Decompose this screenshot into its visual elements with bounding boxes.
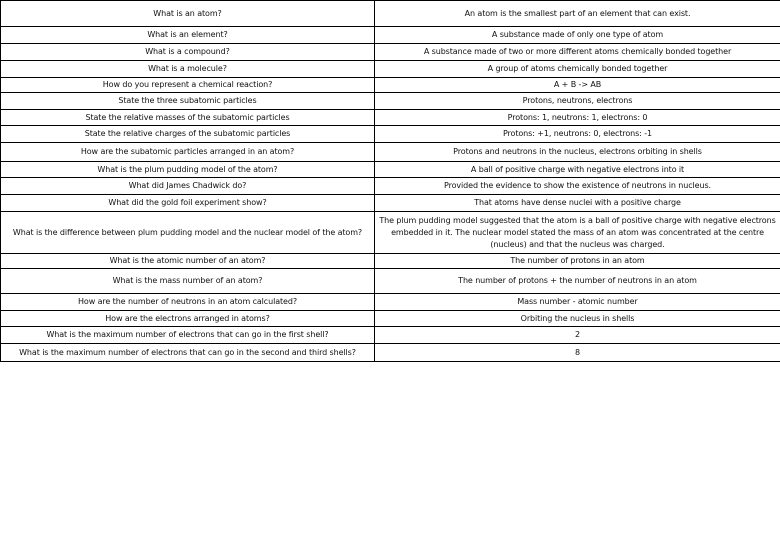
table-row (1, 294, 780, 311)
answer-cell: That atoms have dense nuclei with a positive charge (375, 195, 780, 212)
table-row (1, 78, 780, 93)
question-cell: What is the atomic number of an atom? (1, 254, 375, 269)
question-cell: How are the subatomic particles arranged in an atom? (1, 143, 375, 162)
question-cell: What is a compound? (1, 44, 375, 61)
table-row (1, 143, 780, 162)
question-cell: What did the gold foil experiment show? (1, 195, 375, 212)
answer-cell: A group of atoms chemically bonded together (375, 61, 780, 78)
answer-cell: The plum pudding model suggested that the atom is a ball of positive charge with negative electrons embedded in it. The nuclear model stated the mass of an atom was concentrated at the centre (nucleus) and that the nucleus was charged. (375, 212, 780, 254)
table-row (1, 344, 780, 362)
answer-cell: Protons: 1, neutrons: 1, electrons: 0 (375, 110, 780, 126)
answer-cell: 2 (375, 327, 780, 344)
table-row (1, 195, 780, 212)
question-cell: How are the number of neutrons in an atom calculated? (1, 294, 375, 311)
answer-cell: 8 (375, 344, 780, 362)
table-row (1, 212, 780, 254)
answer-cell: The number of protons in an atom (375, 254, 780, 269)
table-row (1, 254, 780, 269)
answer-cell: Protons, neutrons, electrons (375, 93, 780, 110)
question-cell: State the three subatomic particles (1, 93, 375, 110)
question-cell: What is the maximum number of electrons that can go in the first shell? (1, 327, 375, 344)
answer-cell: Protons: +1, neutrons: 0, electrons: -1 (375, 126, 780, 143)
question-cell: State the relative masses of the subatomic particles (1, 110, 375, 126)
question-cell: What is an element? (1, 27, 375, 44)
answer-cell: A + B -> AB (375, 78, 780, 93)
question-cell: What is a molecule? (1, 61, 375, 78)
answer-cell: A substance made of two or more different atoms chemically bonded together (375, 44, 780, 61)
answer-cell: The number of protons + the number of neutrons in an atom (375, 269, 780, 294)
question-cell: What is the maximum number of electrons that can go in the second and third shells? (1, 344, 375, 362)
question-cell: What did James Chadwick do? (1, 178, 375, 195)
question-cell: What is the difference between plum pudding model and the nuclear model of the atom? (1, 212, 375, 254)
table-row (1, 93, 780, 110)
question-cell: What is an atom? (1, 1, 375, 27)
question-cell: How are the electrons arranged in atoms? (1, 311, 375, 327)
table-row (1, 162, 780, 178)
table-row (1, 44, 780, 61)
table-row (1, 27, 780, 44)
table-row (1, 269, 780, 294)
answer-cell: A substance made of only one type of atom (375, 27, 780, 44)
answer-cell: A ball of positive charge with negative electrons into it (375, 162, 780, 178)
answer-cell: An atom is the smallest part of an element that can exist. (375, 1, 780, 27)
question-cell: What is the mass number of an atom? (1, 269, 375, 294)
table-row (1, 126, 780, 143)
table-row (1, 327, 780, 344)
table-row (1, 311, 780, 327)
question-cell: What is the plum pudding model of the atom? (1, 162, 375, 178)
table-row (1, 178, 780, 195)
question-cell: How do you represent a chemical reaction? (1, 78, 375, 93)
table-row (1, 110, 780, 126)
answer-cell: Provided the evidence to show the existence of neutrons in nucleus. (375, 178, 780, 195)
table-row (1, 61, 780, 78)
answer-cell: Mass number - atomic number (375, 294, 780, 311)
table-row (1, 1, 780, 27)
answer-cell: Protons and neutrons in the nucleus, electrons orbiting in shells (375, 143, 780, 162)
question-cell: State the relative charges of the subatomic particles (1, 126, 375, 143)
answer-cell: Orbiting the nucleus in shells (375, 311, 780, 327)
